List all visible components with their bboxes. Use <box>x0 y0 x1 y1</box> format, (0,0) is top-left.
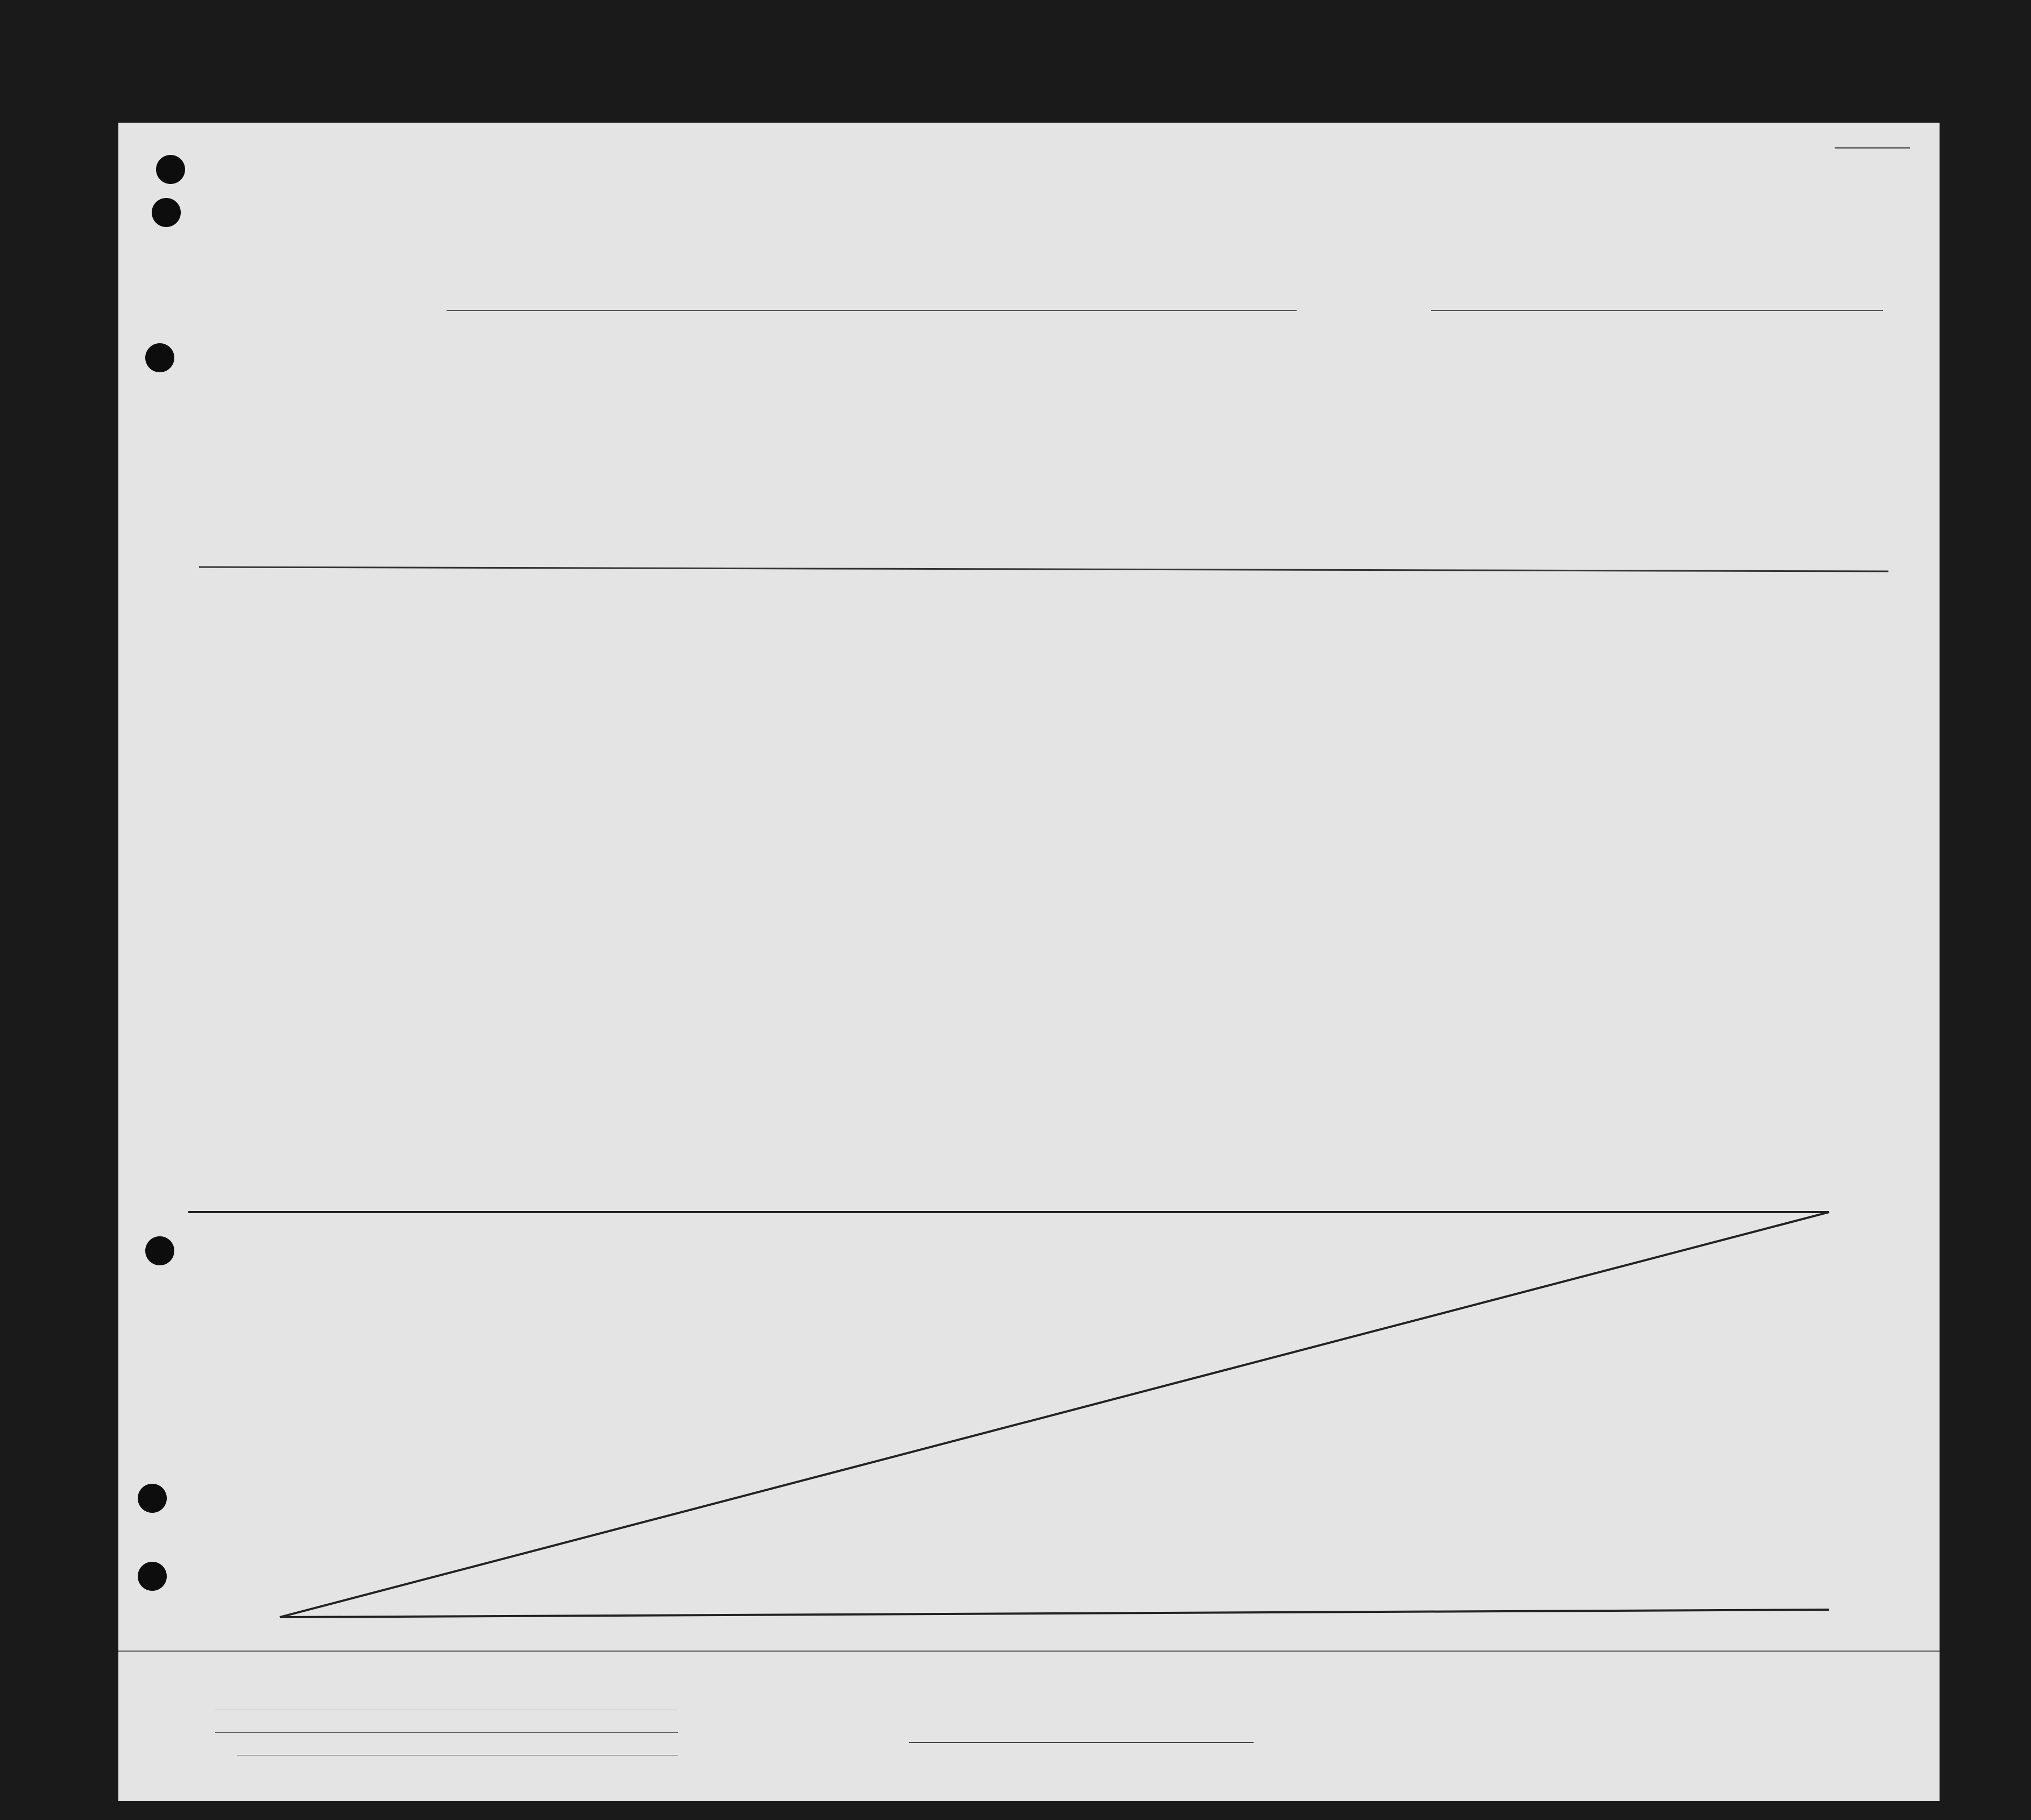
manifest-sheet <box>118 123 1940 1801</box>
signature-line <box>909 1742 1254 1743</box>
footer-divider <box>118 1651 1940 1652</box>
strike-through-row-3 <box>199 567 1888 571</box>
blank-diagonal-line <box>280 1212 1829 1617</box>
manifest-grid <box>118 123 1940 1801</box>
blank-line-end <box>280 1610 1829 1617</box>
owners-underline <box>215 1732 678 1733</box>
